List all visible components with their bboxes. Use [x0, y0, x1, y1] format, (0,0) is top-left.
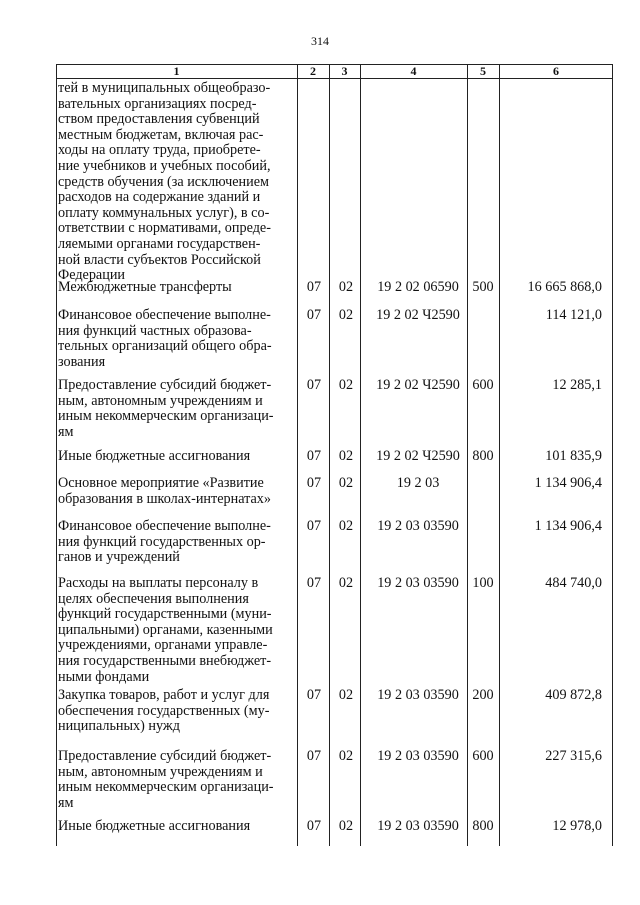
item-name-line: тей в муниципальных общеобразо- [58, 80, 271, 96]
item-name-line: ния функций частных образова- [58, 322, 252, 339]
item-name-line: ние учебников и учебных пособий, [58, 157, 271, 174]
item-name-line: функций государственными (муни- [58, 606, 272, 623]
column-border [56, 64, 57, 846]
item-name-line: ством предоставления субвенций [58, 111, 260, 128]
expense-type-cell: 800 [472, 448, 494, 464]
target-code-cell: 19 2 02 Ч2590 [376, 448, 460, 464]
page-number: 314 [311, 34, 329, 48]
item-name-cell [58, 819, 290, 835]
item-name-line: Иные бюджетные ассигнования [58, 818, 251, 834]
subsection-cell: 02 [338, 279, 354, 295]
item-name-line: Финансовое обеспечение выполне- [58, 518, 271, 534]
header-col-1: 1 [173, 64, 180, 78]
section-cell: 07 [306, 307, 322, 323]
item-name-line: ципальными) органами, казенными [58, 621, 273, 638]
target-code-cell: 19 2 02 06590 [377, 279, 459, 295]
target-code-cell: 19 2 03 03590 [377, 687, 459, 703]
target-code-cell: 19 2 03 03590 [377, 818, 459, 834]
item-name-line: оплату коммунальных услуг), в со- [58, 204, 270, 221]
amount-cell: 484 740,0 [545, 575, 602, 591]
header-col-5: 5 [480, 64, 486, 78]
item-name-line: Предоставление субсидий бюджет- [58, 748, 272, 764]
item-name-line: местным бюджетам, включая рас- [58, 126, 264, 143]
target-code-cell: 19 2 03 03590 [377, 575, 459, 591]
subsection-cell: 02 [338, 475, 354, 491]
item-name-cell [58, 576, 290, 685]
item-name-line: вательных организациях посред- [58, 95, 257, 112]
item-name-cell [58, 688, 290, 735]
item-name-line: Основное мероприятие «Развитие [58, 475, 264, 491]
item-name-line: целях обеспечения выполнения [58, 590, 249, 607]
item-name-cell [58, 476, 290, 507]
expense-type-cell: 500 [472, 279, 494, 295]
header-col-2: 2 [310, 64, 316, 78]
item-name-line: ответствии с нормативами, опреде- [58, 220, 271, 237]
item-name-cell [58, 378, 290, 440]
section-cell: 07 [306, 575, 322, 591]
subsection-cell: 02 [338, 818, 354, 834]
item-name-line: учреждениями, органами управле- [58, 637, 268, 654]
amount-cell: 1 134 906,4 [534, 518, 602, 534]
subsection-cell: 02 [338, 575, 354, 591]
expense-type-cell: 200 [472, 687, 494, 703]
item-name-cell [58, 749, 290, 811]
header-top-rule [56, 64, 613, 65]
item-name-line: ганов и учреждений [58, 549, 180, 566]
item-name-line: зования [58, 353, 106, 370]
item-name-line: ными фондами [58, 668, 150, 685]
header-col-4: 4 [410, 64, 417, 78]
item-name-line: ния государственными внебюджет- [58, 652, 272, 669]
section-cell: 07 [306, 687, 322, 703]
target-code-cell: 19 2 03 03590 [377, 518, 459, 534]
item-name-line: иным некоммерческим организаци- [58, 408, 274, 425]
item-name-line: ным, автономным учреждениям и [58, 392, 263, 409]
item-name-line: Финансовое обеспечение выполне- [58, 307, 271, 323]
item-name-line: Закупка товаров, работ и услуг для [58, 687, 270, 703]
item-name-line: ходы на оплату труда, приобрете- [58, 142, 261, 159]
item-name-cell [58, 280, 290, 296]
target-code-cell: 19 2 03 03590 [377, 748, 459, 764]
expense-type-cell: 600 [472, 748, 494, 764]
subsection-cell: 02 [338, 377, 354, 393]
amount-cell: 114 121,0 [545, 307, 602, 323]
target-code-cell: 19 2 02 Ч2590 [376, 377, 460, 393]
amount-cell: 12 978,0 [552, 818, 602, 834]
item-name-line: Иные бюджетные ассигнования [58, 448, 251, 464]
item-name-line: иным некоммерческим организаци- [58, 779, 274, 796]
section-cell: 07 [306, 448, 322, 464]
amount-cell: 16 665 868,0 [527, 279, 602, 295]
item-name-line: ния функций государственных ор- [58, 533, 266, 550]
section-cell: 07 [306, 518, 322, 534]
item-name-line: образования в школах-интернатах» [58, 490, 271, 507]
budget-table [56, 64, 613, 846]
section-cell: 07 [306, 818, 322, 834]
subsection-cell: 02 [338, 518, 354, 534]
section-cell: 07 [306, 475, 322, 491]
item-name-line: ям [58, 423, 74, 440]
column-border [612, 64, 613, 846]
column-border [297, 64, 298, 846]
amount-cell: 101 835,9 [545, 448, 602, 464]
item-name-line: ным, автономным учреждениям и [58, 763, 263, 780]
item-name-line: ям [58, 794, 74, 811]
item-name-line: Федерации [58, 267, 126, 284]
item-name-line: расходов на содержание зданий и [58, 189, 261, 206]
target-code-cell: 19 2 03 [396, 475, 440, 491]
section-cell: 07 [306, 279, 322, 295]
section-cell: 07 [306, 748, 322, 764]
target-code-cell: 19 2 02 Ч2590 [376, 307, 460, 323]
item-name-cell [58, 308, 290, 370]
item-name-line: ниципальных) нужд [58, 718, 180, 735]
expense-type-cell: 600 [472, 377, 494, 393]
subsection-cell: 02 [338, 448, 354, 464]
amount-cell: 1 134 906,4 [534, 475, 602, 491]
amount-cell: 12 285,1 [552, 377, 602, 393]
amount-cell: 409 872,8 [545, 687, 602, 703]
item-name-line: обеспечения государственных (му- [58, 702, 270, 719]
header-col-6: 6 [553, 64, 559, 78]
subsection-cell: 02 [338, 748, 354, 764]
item-name-cell [58, 81, 290, 284]
item-name-cell [58, 519, 290, 566]
item-name-line: ной власти субъектов Российской [58, 251, 261, 268]
section-cell: 07 [306, 377, 322, 393]
expense-type-cell: 100 [472, 575, 494, 591]
header-col-3: 3 [341, 64, 348, 78]
item-name-line: Предоставление субсидий бюджет- [58, 377, 272, 393]
amount-cell: 227 315,6 [545, 748, 602, 764]
column-border [329, 64, 330, 846]
expense-type-cell: 800 [472, 818, 494, 834]
item-name-line: средств обучения (за исключением [58, 173, 270, 190]
item-name-line: Межбюджетные трансферты [58, 279, 232, 295]
subsection-cell: 02 [338, 687, 354, 703]
item-name-cell [58, 449, 290, 465]
subsection-cell: 02 [338, 307, 354, 323]
item-name-line: ляемыми органами государствен- [58, 235, 261, 252]
item-name-line: тельных организаций общего обра- [58, 338, 272, 355]
header-bottom-rule [56, 78, 613, 79]
item-name-line: Расходы на выплаты персоналу в [58, 575, 259, 591]
